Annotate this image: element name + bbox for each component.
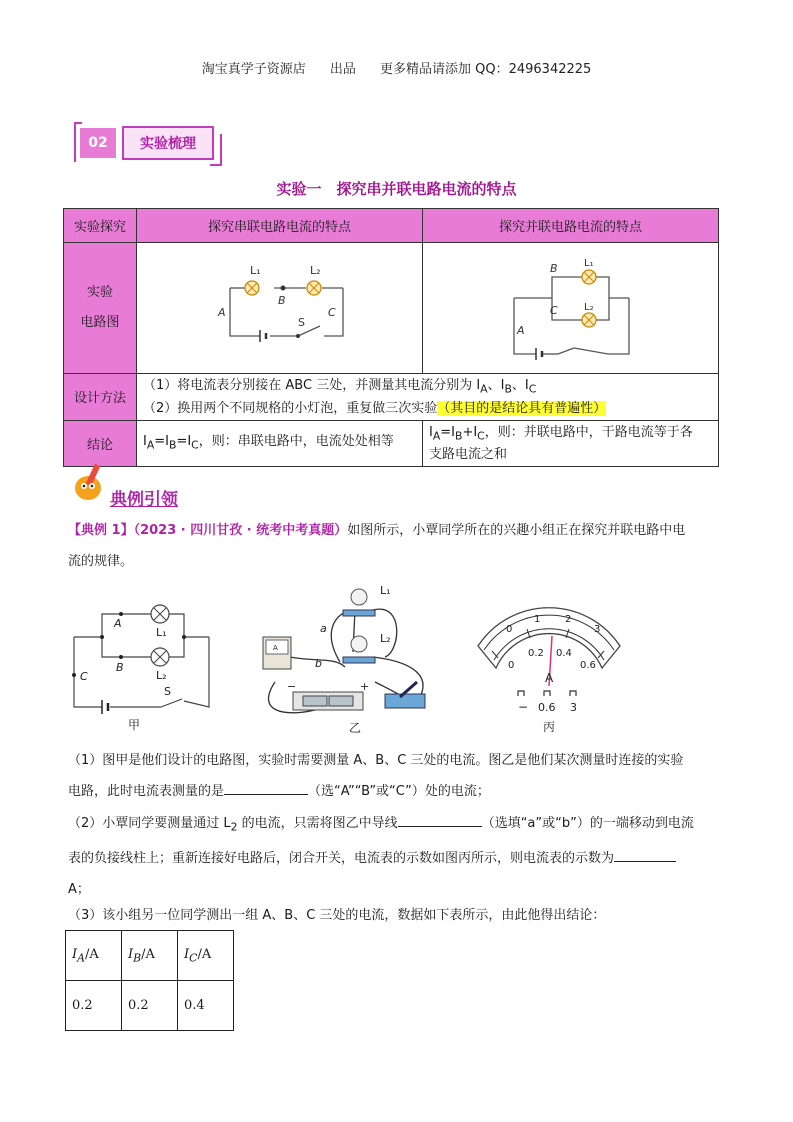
section-title: 典例引领	[110, 490, 178, 510]
series-label-l1: L₁	[250, 264, 261, 277]
yi-label-l2: L₂	[380, 632, 391, 645]
table-row-circuit	[64, 243, 719, 374]
row-label-line: 实验	[86, 285, 113, 300]
meter-top-0: 0	[506, 624, 513, 635]
terminal-neg: −	[518, 700, 529, 714]
figure-bing	[470, 598, 630, 738]
data-header-cell: $I_B/A$	[122, 931, 178, 981]
meter-bottom-2: 0.4	[556, 648, 572, 659]
parallel-label-c: C	[550, 304, 558, 317]
badge-number: 02	[80, 128, 116, 158]
series-circuit-cell	[137, 243, 423, 374]
answer-blank-2[interactable]	[398, 812, 482, 827]
jia-label-a: A	[114, 617, 122, 630]
svg-text:A: A	[273, 644, 278, 652]
row-label-circuit	[64, 243, 137, 374]
jia-label-b: B	[116, 661, 124, 674]
caption-yi: 乙	[349, 721, 362, 735]
row-label-conclusion: 结论	[64, 420, 137, 467]
answer-blank-3[interactable]	[614, 847, 676, 862]
yi-label-l1: L₁	[380, 584, 391, 597]
parallel-label-l2: L₂	[584, 302, 594, 313]
svg-text:−: −	[287, 680, 297, 693]
question-2: （2）小覃同学要测量通过 $L_2$ 的电流，只需将图乙中导线 （选填“a”或“b”）的一端移动到电流 表的负接线柱上；重新连接好电路后，闭合开关，电流表的示数如图丙所示，则电流表的示数为 A；	[68, 808, 723, 905]
answer-blank-1[interactable]	[224, 780, 308, 795]
row-label-design: 设计方法	[64, 374, 137, 421]
example-source: （2023 · 四川甘孜 · 统考中考真题）	[133, 523, 348, 538]
header-cell: 实验探究	[64, 209, 137, 243]
series-label-l2: L₂	[310, 264, 321, 277]
series-circuit-diagram	[138, 244, 421, 368]
design-method-cell	[137, 374, 719, 421]
data-value-cell: 0.2	[66, 981, 122, 1031]
caption-bing: 丙	[543, 720, 556, 734]
page-header	[0, 58, 793, 77]
meter-bottom-3: 0.6	[580, 660, 596, 671]
yi-label-a: a	[320, 622, 327, 635]
shop-name: 淘宝真学子资源店	[201, 62, 306, 77]
series-label-c: C	[328, 306, 336, 319]
experiment-title: 实验一 探究串并联电路电流的特点	[276, 180, 517, 198]
question-3: （3）该小组另一位同学测出一组 A、B、C 三处的电流，数据如下表所示，由此他得出结论：	[68, 908, 606, 923]
meter-top-1: 1	[534, 614, 541, 625]
table-header-row	[64, 209, 719, 243]
design-highlight: （其目的是结论具有普遍性）	[437, 400, 607, 416]
publish-label: 出品	[329, 62, 356, 77]
example1-intro: 【典例 1】（2023 · 四川甘孜 · 统考中考真题）如图所示，小覃同学所在的兴趣小组正在探究并联电路中电 流的规律。	[68, 523, 686, 569]
jia-label-s: S	[164, 685, 171, 698]
parallel-conclusion-cell: $I_A=I_B+I_C$，则：并联电路中，干路电流等于各 支路电流之和	[423, 420, 719, 467]
header-cell: 探究串联电路电流的特点	[137, 209, 423, 243]
table-row-conclusion	[64, 420, 719, 467]
jia-label-l1: L₁	[156, 626, 167, 639]
figure-jia	[66, 597, 216, 737]
data-value-row	[66, 981, 234, 1031]
header-cell: 探究并联电路电流的特点	[423, 209, 719, 243]
svg-text:+: +	[360, 680, 370, 693]
experiment-table	[63, 208, 719, 467]
parallel-label-a: A	[517, 324, 525, 337]
parallel-label-l1: L₁	[584, 258, 594, 269]
terminal-06: 0.6	[538, 701, 556, 714]
row-label-line: 电路图	[80, 315, 120, 330]
table-row-design	[64, 374, 719, 421]
caption-jia: 甲	[128, 718, 141, 732]
series-label-a: A	[218, 306, 226, 319]
contact-info: 更多精品请添加 QQ：2496342225	[380, 62, 592, 77]
series-conclusion-cell: $I_A=I_B=I_C$，则：串联电路中，电流处处相等	[137, 420, 423, 467]
question-1: （1）图甲是他们设计的电路图，实验时需要测量 A、B、C 三处的电流。图乙是他们某次测量时连接的实验 电路，此时电流表测量的是 （选“A”“B”或“C”）处的电流；	[68, 753, 684, 799]
data-table	[65, 930, 234, 1031]
meter-unit: A	[545, 671, 554, 685]
section-badge	[74, 122, 224, 166]
data-header-cell: $I_C/A$	[178, 931, 234, 981]
parallel-circuit-cell	[423, 243, 719, 374]
jia-label-c: C	[80, 670, 88, 683]
yi-label-b: b	[315, 657, 322, 670]
parallel-circuit-diagram	[424, 244, 717, 368]
series-label-b: B	[278, 294, 286, 307]
meter-top-2: 2	[565, 614, 572, 625]
badge-title: 实验梳理	[122, 126, 214, 160]
data-header-row	[66, 931, 234, 981]
badge-decor-right	[210, 134, 222, 166]
meter-bottom-0: 0	[508, 660, 515, 671]
meter-top-3: 3	[594, 624, 601, 635]
parallel-label-b: B	[550, 262, 558, 275]
figure-yi	[245, 582, 445, 737]
example-tag: 【典例 1】	[68, 523, 134, 538]
jia-label-l2: L₂	[156, 669, 167, 682]
terminal-3: 3	[570, 701, 577, 714]
design-line-2: （2）换用两个不同规格的小灯泡，重复做三次实验（其目的是结论具有普遍性）	[143, 400, 607, 416]
mascot-icon	[72, 462, 106, 506]
meter-bottom-1: 0.2	[528, 648, 544, 659]
series-label-s: S	[298, 316, 305, 329]
data-header-cell: $I_A/A$	[66, 931, 122, 981]
data-value-cell: 0.2	[122, 981, 178, 1031]
data-value-cell: 0.4	[178, 981, 234, 1031]
design-line-1: （1）将电流表分别接在 ABC 三处，并测量其电流分别为 $I_A$、$I_B$、$I_C$	[143, 378, 537, 396]
